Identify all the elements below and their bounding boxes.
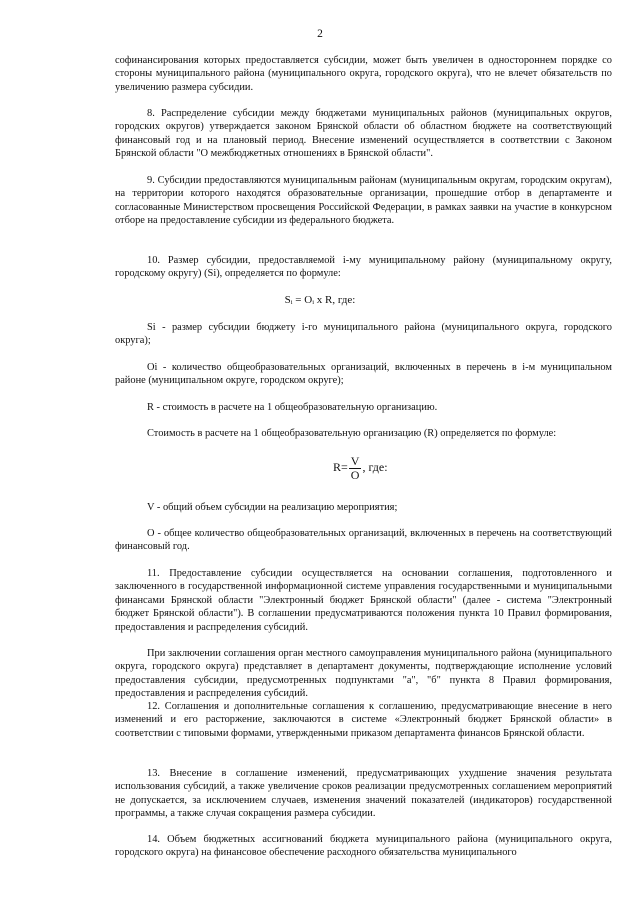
paragraph-continuation: софинансирования которых предоставляется субсидии, может быть увеличен в одностороннем порядке со стороны муниципального района (муниципального округа, городского округа), что не влечет обязательств по увеличению размера субсидии. bbox=[115, 55, 612, 93]
definition-o: O - общее количество общеобразовательных организаций, включенных в перечень на соответствующий финансовый год. bbox=[115, 528, 612, 553]
paragraph-11-continued: При заключении соглашения орган местного самоуправления муниципального района (муниципального округа, городского округа) представляет в департамент документы, подтверждающие исполнение условий предоставления субсидии, предусмотренных подпунктами "а", "б" пункта 8 Правил формирования, предоставления и распределения субсидий. bbox=[115, 648, 612, 700]
paragraph-10: 10. Размер субсидии, предоставляемой i-му муниципальному району (муниципальному округу, городскому округу) (Si), определяется по формуле: bbox=[115, 255, 612, 280]
definition-v: V - общий объем субсидии на реализацию мероприятия; bbox=[147, 502, 398, 513]
definition-si: Si - размер субсидии бюджету i-го муниципального района (муниципального округа, городского округа); bbox=[115, 322, 612, 347]
paragraph-9: 9. Субсидии предоставляются муниципальным районам (муниципальным округам, городским округам), на территории которого находятся образовательные организации, прошедшие отбор в департаменте и согласованные Министерством просвещения Российской Федерации, в рамках заявки на участие в конкурсном отборе на предоставление субсидии из федерального бюджета. bbox=[115, 175, 612, 227]
cost-formula-intro: Стоимость в расчете на 1 общеобразовательную организацию (R) определяется по формуле: bbox=[147, 428, 557, 439]
formula-si: Sᵢ = Oᵢ x R, где: bbox=[284, 294, 356, 306]
paragraph-12: 12. Соглашения и дополнительные соглашения к соглашению, предусматривающие внесение в него изменений и его расторжение, заключаются в системе «Электронный бюджет Брянской области» в соответствии с типовыми формами, утвержденными приказом департамента финансов Брянской области. bbox=[115, 701, 612, 739]
formula-r bbox=[333, 452, 388, 484]
page-number: 2 bbox=[317, 28, 323, 40]
definition-oi: Oi - количество общеобразовательных организаций, включенных в перечень в i-м муниципальном районе (муниципальном округе, городском округе); bbox=[115, 362, 612, 387]
paragraph-14: 14. Объем бюджетных ассигнований бюджета муниципального района (муниципального округа, городского округа) на финансовое обеспечение расходного обязательства муниципального bbox=[115, 834, 612, 859]
formula-r-lhs: R= bbox=[333, 460, 348, 475]
definition-r: R - стоимость в расчете на 1 общеобразовательную организацию. bbox=[147, 402, 438, 413]
paragraph-13: 13. Внесение в соглашение изменений, предусматривающих ухудшение значения результата использования субсидий, а также увеличение сроков реализации предусмотренных соглашением мероприятий не допускается, за исключением случаев, изменения значений показателей (индикаторов) государственной программы, а также случая сокращения размера субсидии. bbox=[115, 768, 612, 820]
formula-r-fraction bbox=[349, 455, 362, 482]
paragraph-11: 11. Предоставление субсидии осуществляется на основании соглашения, подготовленного и заключенного в государственной информационной системе управления государственными и муниципальными финансами Брянской области "Электронный бюджет Брянской области" (далее - система "Электронный бюджет Брянской области"). В соглашении предусматриваются положения пункта 10 Правил формирования, предоставления и распределения субсидий. bbox=[115, 568, 612, 633]
paragraph-8: 8. Распределение субсидии между бюджетами муниципальных районов (муниципальных округов, городских округов) утверждается законом Брянской области об областном бюджете на соответствующий финансовый год и на плановый период. Внесение изменений осуществляется в соответствии с Законом Брянской области "О межбюджетных отношениях в Брянской области". bbox=[115, 108, 612, 160]
formula-r-denominator: O bbox=[350, 467, 360, 482]
formula-r-tail: , где: bbox=[362, 460, 388, 475]
formula-r-numerator: V bbox=[350, 453, 360, 468]
